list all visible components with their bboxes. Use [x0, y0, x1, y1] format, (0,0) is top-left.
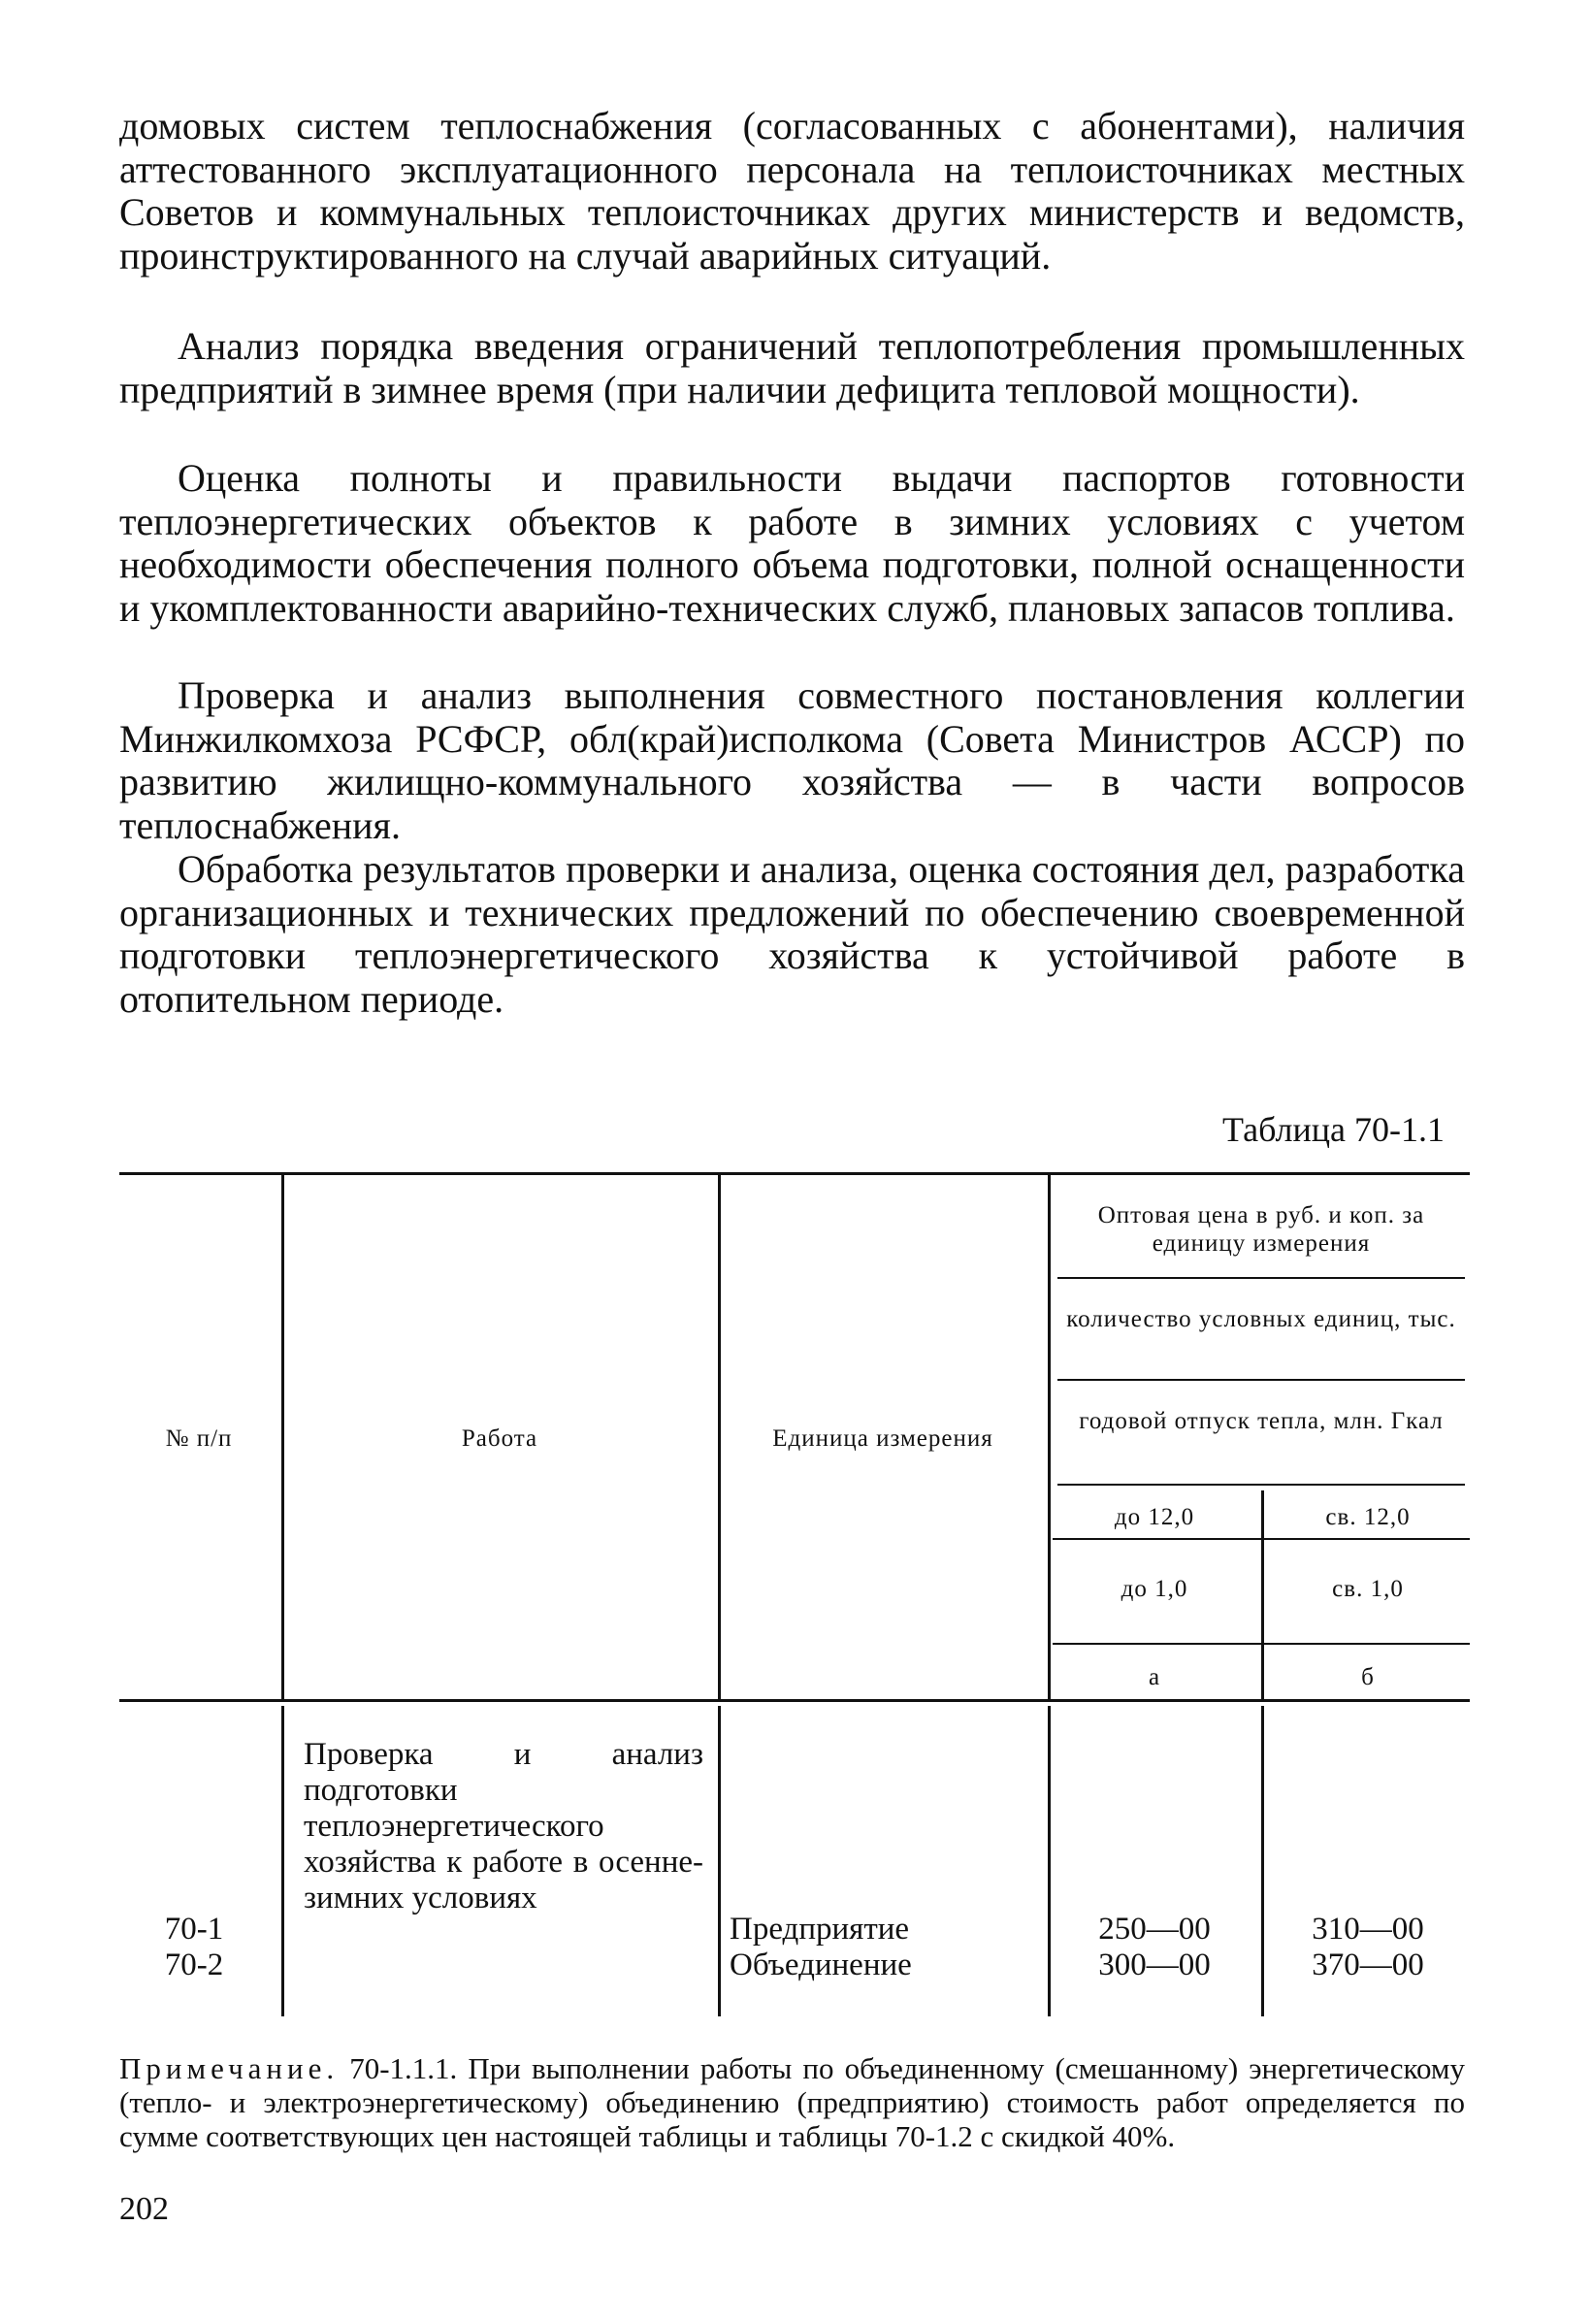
row-price-a: 300—00: [1098, 1948, 1211, 1982]
header-column-a: а: [1148, 1664, 1161, 1690]
header-work: Работа: [461, 1425, 538, 1452]
work-description: Проверка и анализ подготовки теплоэнергетического хозяйства к работе в осенне-зимних условиях: [304, 1737, 703, 1915]
header-quantity: количество условных единиц, тыс.: [1066, 1306, 1456, 1332]
paragraph-4: Проверка и анализ выполнения совместного постановления коллегии Минжилкомхоза РСФСР, обл(край)исполкома (Совета Министров АССР) по развитию жилищно-коммунального хозяйства — в части вопросов теплоснабжения.: [119, 673, 1465, 847]
paragraph-2: Анализ порядка введения ограничений теплопотребления промышленных предприятий в зимнее время (при наличии дефицита тепловой мощности).: [119, 324, 1465, 411]
paragraph-3: Оценка полноты и правильности выдачи паспортов готовности теплоэнергетических объектов к работе в зимних условиях с учетом необходимости обеспечения полного объема подготовки, полной оснащенности и укомплектованности аварийно-технических служб, плановых запасов топлива.: [119, 456, 1465, 630]
header-price: Оптовая цена в руб. и коп. за единицу измерения: [1097, 1202, 1425, 1257]
note-text: 70-1.1.1. При выполнении работы по объединенному (смешанному) энергетическому (тепло- и электроэнергетическому) объединению (предприятию) стоимость работ определяется по сумме соответствующих цен настоящей таблицы и таблицы 70-1.2 с скидкой 40%.: [119, 2051, 1465, 2153]
header-up-to-12: до 12,0: [1114, 1504, 1195, 1530]
row-price-a: 250—00: [1098, 1912, 1211, 1947]
header-up-to-1: до 1,0: [1121, 1576, 1188, 1602]
row-price-b: 310—00: [1312, 1912, 1424, 1947]
header-unit: Единица измерения: [772, 1425, 993, 1452]
header-column-b: б: [1361, 1664, 1375, 1690]
header-number: № п/п: [165, 1425, 233, 1452]
row-number: 70-2: [164, 1948, 224, 1982]
header-annual-heat: годовой отпуск тепла, млн. Гкал: [1079, 1408, 1444, 1434]
paragraph-5: Обработка результатов проверки и анализа, оценка состояния дел, разработка организационных и технических предложений по обеспечению своевременной подготовки теплоэнергетического хозяйства к устойчивой работе в отопительном периоде.: [119, 847, 1465, 1021]
table-note: [119, 2051, 1465, 2153]
row-unit: Предприятие: [730, 1912, 910, 1947]
row-number: 70-1: [164, 1912, 224, 1947]
header-over-1: св. 1,0: [1332, 1576, 1404, 1602]
table-caption: Таблица 70-1.1: [1222, 1110, 1445, 1149]
page-number: 202: [119, 2191, 169, 2227]
paragraph-1: домовых систем теплоснабжения (согласованных с абонентами), наличия аттестованного эксплуатационного персонала на теплоисточниках местных Советов и коммунальных теплоисточниках других министерств и ведомств, проинструктированного на случай аварийных ситуаций.: [119, 104, 1465, 278]
header-over-12: св. 12,0: [1325, 1504, 1411, 1530]
row-unit: Объединение: [730, 1948, 912, 1982]
note-label: Примечание.: [119, 2051, 340, 2085]
row-price-b: 370—00: [1312, 1948, 1424, 1982]
